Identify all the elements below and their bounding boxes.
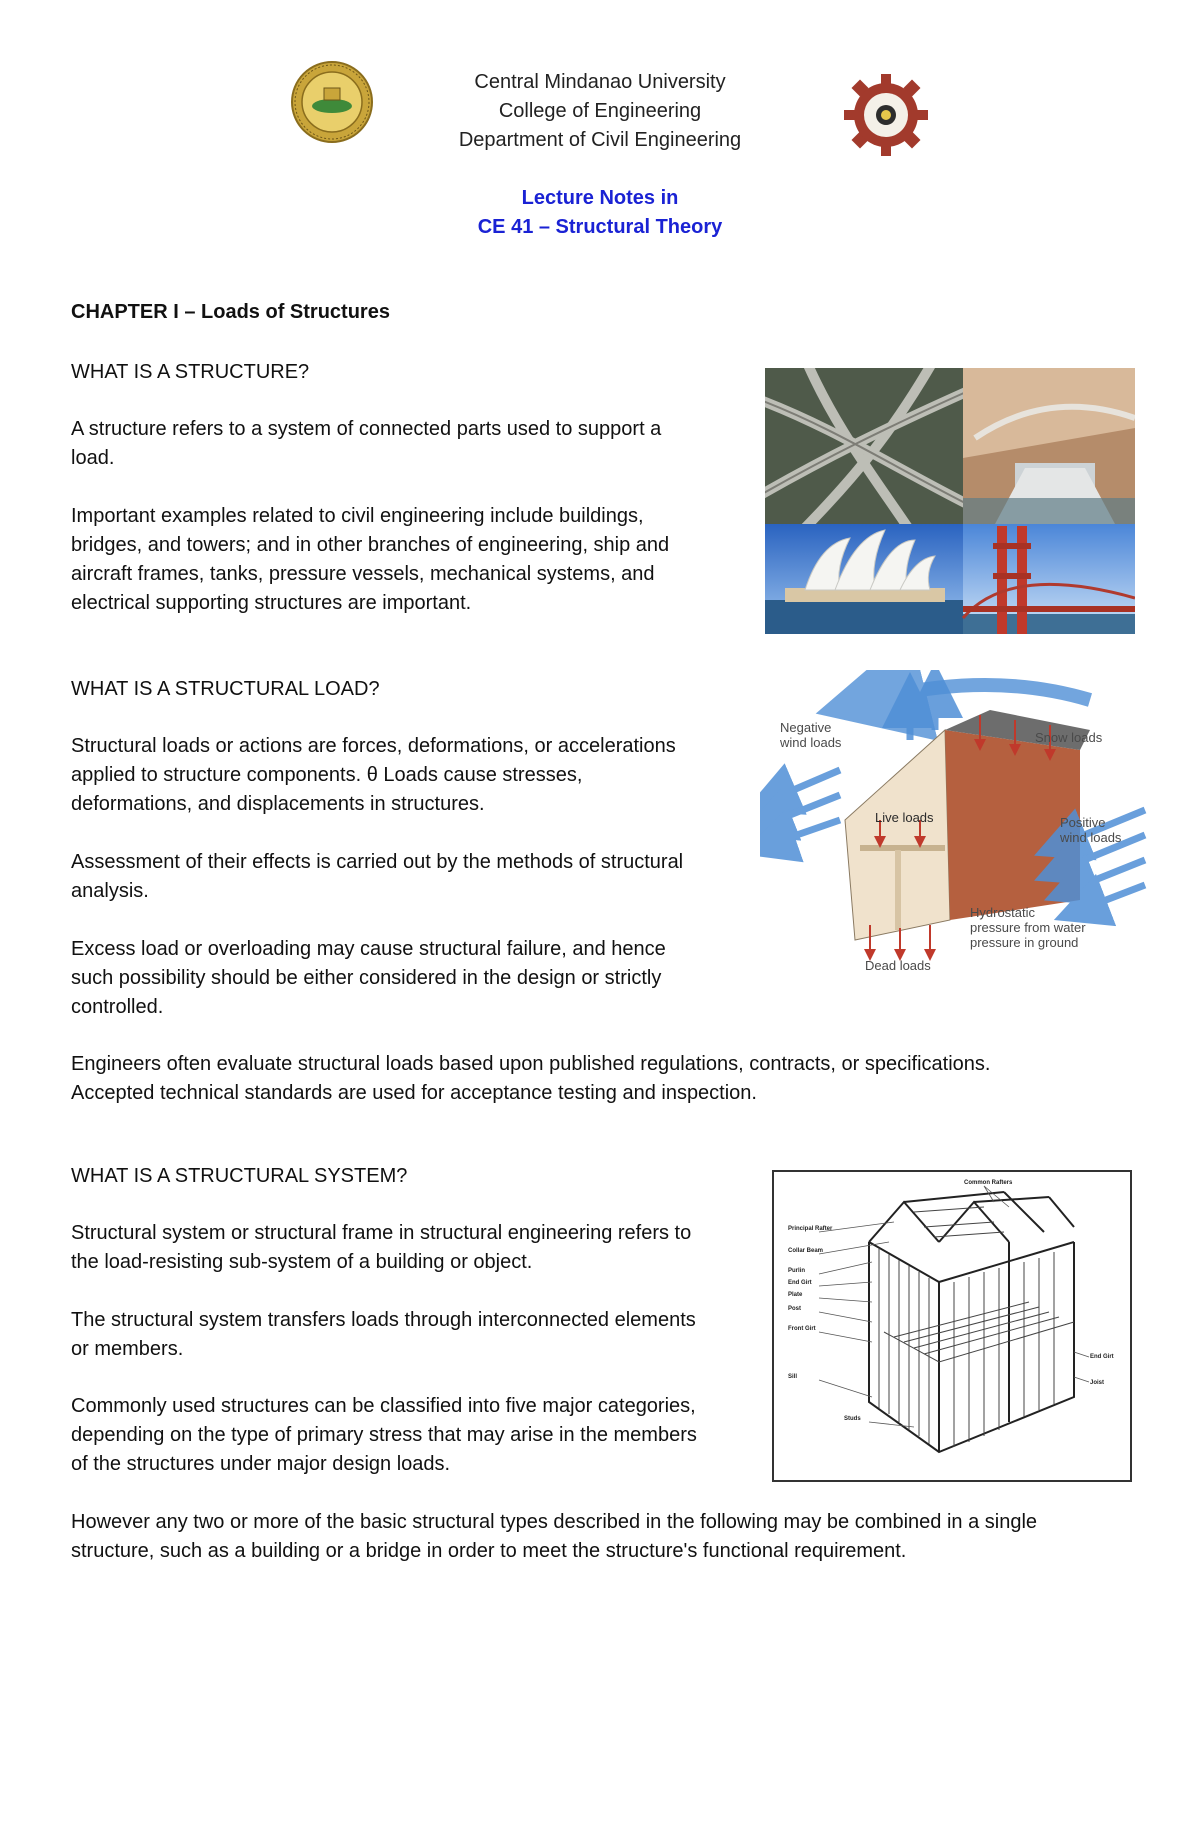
label-positive-wind-2: wind loads — [1060, 830, 1122, 845]
label-collar-beam: Collar Beam — [788, 1248, 824, 1254]
chapter-title: CHAPTER I – Loads of Structures — [71, 301, 390, 323]
course-title: CE 41 – Structural Theory — [477, 216, 723, 238]
label-plate: Plate — [788, 1292, 803, 1298]
structure-paragraph-1: A structure refers to a system of connected parts used to support a load. — [71, 418, 662, 469]
label-positive-wind-1: Positive — [1060, 815, 1106, 830]
label-end-girt-left: End Girt — [788, 1280, 812, 1286]
section-heading-structure: WHAT IS A STRUCTURE? — [71, 361, 310, 383]
system-paragraph-3: Commonly used structures can be classified into five major categories, depending on the type of primary stress that may arise in the members of the structures under major design loads. — [71, 1395, 697, 1475]
label-negative-wind-1: Negative — [780, 720, 832, 735]
label-end-girt-right: End Girt — [1090, 1354, 1114, 1360]
label-live-loads: Live loads — [875, 810, 934, 825]
structural-loads-diagram — [760, 670, 1150, 985]
load-paragraph-1: Structural loads or actions are forces, deformations, or accelerations applied to structure components. θ Loads cause stresses, deformations, and displacements in structures. — [71, 735, 676, 815]
label-front-girt: Front Girt — [788, 1326, 816, 1332]
load-paragraph-2: Assessment of their effects is carried out by the methods of structural analysis. — [71, 851, 684, 902]
structures-photo-collage — [765, 368, 1135, 634]
label-negative-wind-2: wind loads — [780, 735, 842, 750]
lecture-notes-title: Lecture Notes in — [521, 187, 679, 209]
label-hydrostatic-3: pressure in ground — [970, 935, 1079, 950]
system-paragraph-1: Structural system or structural frame in structural engineering refers to the load-resisting sub-system of a building or object. — [71, 1222, 692, 1273]
label-hydrostatic-1: Hydrostatic — [970, 905, 1036, 920]
label-principal-rafter: Principal Rafter — [788, 1226, 833, 1232]
department-name: Department of Civil Engineering — [458, 129, 742, 151]
label-snow-loads: Snow loads — [1035, 730, 1103, 745]
system-paragraph-4: However any two or more of the basic structural types described in the following may be combined in a single structure, such as a building or a bridge in order to meet the structure's functional requirement. — [71, 1511, 1038, 1562]
college-name: College of Engineering — [498, 100, 702, 122]
label-dead-loads: Dead loads — [865, 958, 931, 973]
house-frame-diagram — [772, 1170, 1132, 1482]
label-studs: Studs — [844, 1416, 861, 1422]
structure-paragraph-2: Important examples related to civil engineering include buildings, bridges, and towers; and in other branches of engineering, ship and aircraft frames, tanks, pressure vessels, mechanical systems, and electrical supporting structures are important. — [71, 505, 670, 614]
label-purlin: Purlin — [788, 1268, 806, 1274]
load-paragraph-3: Excess load or overloading may cause structural failure, and hence such possibility should be either considered in the design or strictly controlled. — [71, 938, 666, 1018]
university-name: Central Mindanao University — [474, 71, 726, 93]
label-common-rafters: Common Rafters — [964, 1180, 1013, 1186]
section-heading-structural-system: WHAT IS A STRUCTURAL SYSTEM? — [71, 1165, 408, 1187]
label-post: Post — [788, 1306, 802, 1312]
label-sill: Sill — [788, 1374, 798, 1380]
load-paragraph-4: Engineers often evaluate structural loads based upon published regulations, contracts, or specifications. Accepted technical standards are used for acceptance testing and inspection. — [71, 1053, 991, 1104]
label-joist: Joist — [1090, 1380, 1105, 1386]
system-paragraph-2: The structural system transfers loads through interconnected elements or members. — [71, 1309, 696, 1360]
section-heading-structural-load: WHAT IS A STRUCTURAL LOAD? — [71, 678, 380, 700]
label-hydrostatic-2: pressure from water — [970, 920, 1086, 935]
